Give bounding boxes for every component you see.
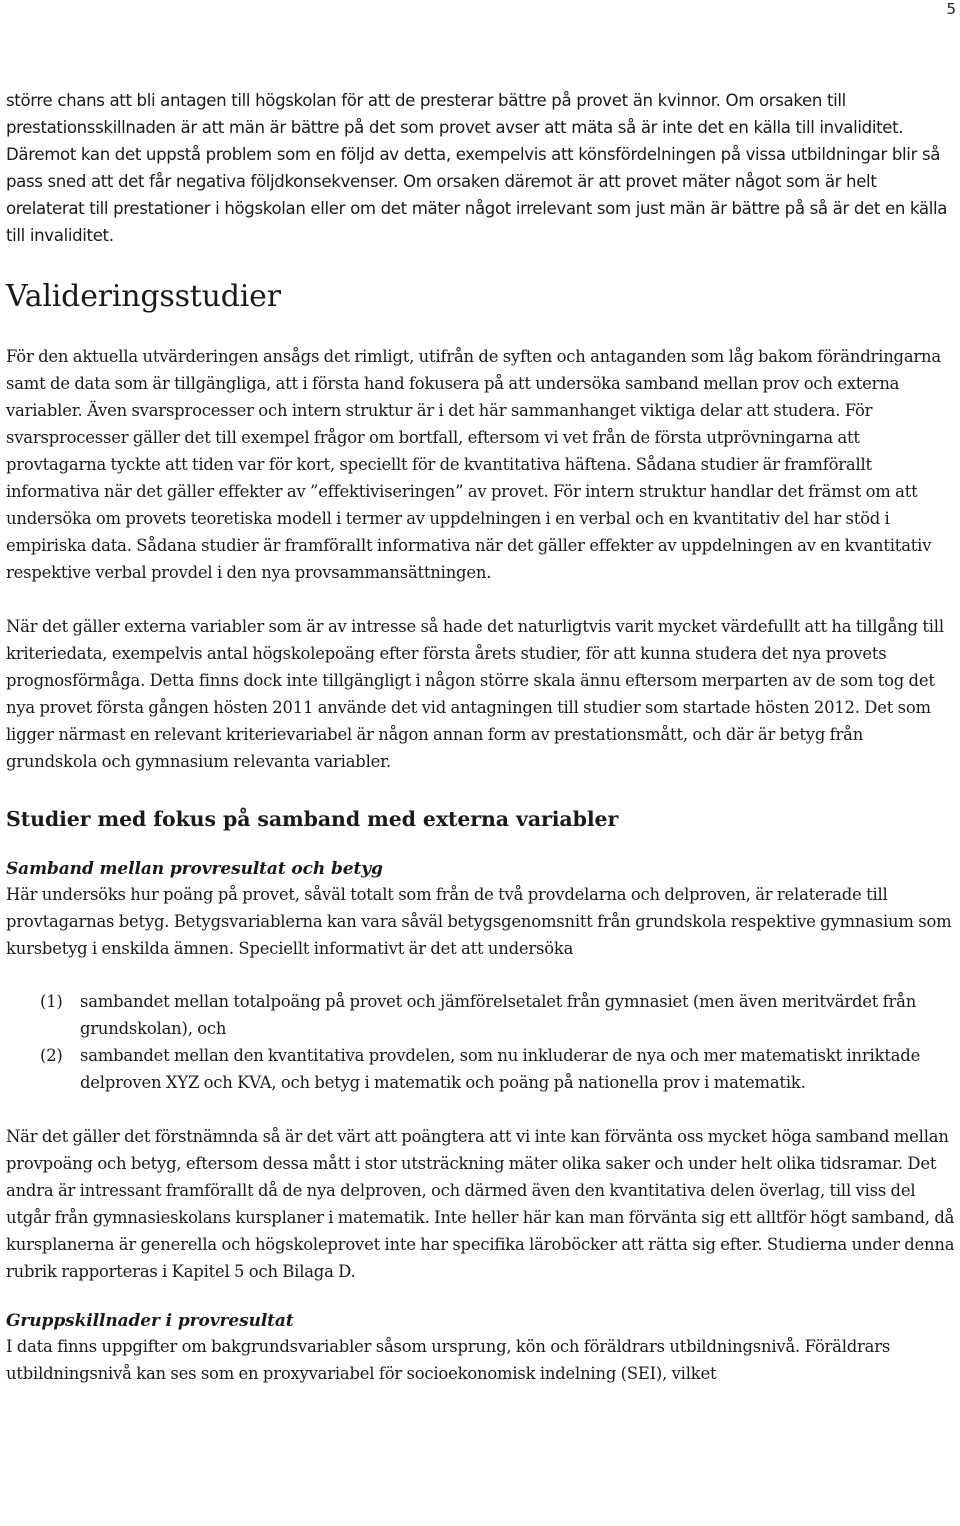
samband-title: Samband mellan provresultat och betyg xyxy=(6,859,383,879)
section-paragraph: När det gäller externa variabler som är av intresse så hade det naturligtvis varit mycket värdefullt att ha tillgång till kriteriedata, exempelvis antal högskolepoäng efter första årets studier, för att kunna studera det nya provets prognosförmåga. Detta finns dock inte tillgängligt i någon större skala ännu eftersom merparten av de som tog det nya provet första gången hösten 2011 använde det vid antagningen till studier som startade hösten 2012. Det som ligger närmast en relevant kriterievariabel är någon annan form av prestationsmått, och där är betyg från grundskola och gymnasium relevanta variabler. xyxy=(6,617,944,771)
list-item xyxy=(6,1042,956,1096)
list-item xyxy=(6,988,956,1042)
samband-list xyxy=(6,988,956,1096)
samband-paragraph: Här undersöks hur poäng på provet, såväl totalt som från de två provdelarna och delproven, är relaterade till provtagarnas betyg. Betygsvariablerna kan vara såväl betygsgenomsnitt från grundskola respektive gymnasium som kursbetyg i enskilda ämnen. Speciellt informativt är det att undersöka xyxy=(6,885,952,958)
samband-closing-paragraph: När det gäller det förstnämnda så är det värt att poängtera att vi inte kan förvänta oss mycket höga samband mellan provpoäng och betyg, eftersom dessa mått i stor utsträckning mäter olika saker och under helt olika tidsramar. Det andra är intressant framförallt då de nya delproven, och därmed även den kvantitativa delen överlag, till viss del utgår från gymnasieskolans kursplaner i matematik. Inte heller här kan man förvänta sig ett alltför högt samband, då kursplanerna är generella och högskoleprovet inte har specifika läroböcker att rätta sig efter. Studierna under denna rubrik rapporteras i Kapitel 5 och Bilaga D. xyxy=(6,1127,955,1281)
list-marker: (1) xyxy=(40,992,63,1011)
grupp-paragraph: I data finns uppgifter om bakgrundsvariabler såsom ursprung, kön och föräldrars utbildningsnivå. Föräldrars utbildningsnivå kan ses som en proxyvariabel för socioekonomisk indelning (SEI), vilket xyxy=(6,1337,891,1383)
subsection-title: Studier med fokus på samband med externa variabler xyxy=(6,807,619,831)
list-item-text: sambandet mellan den kvantitativa provdelen, som nu inkluderar de nya och mer matematiskt inriktade delproven XYZ och KVA, och betyg i matematik och poäng på nationella prov i matematik. xyxy=(80,1046,921,1092)
page-content xyxy=(6,91,956,1387)
grupp-title: Gruppskillnader i provresultat xyxy=(6,1311,294,1331)
list-marker: (2) xyxy=(40,1046,63,1065)
list-item-text: sambandet mellan totalpoäng på provet och jämförelsetalet från gymnasiet (men även meritvärdet från grundskolan), och xyxy=(80,992,917,1038)
section-title: Valideringsstudier xyxy=(6,279,281,314)
section-paragraph: För den aktuella utvärderingen ansågs det rimligt, utifrån de syften och antaganden som låg bakom förändringarna samt de data som är tillgängliga, att i första hand fokusera på att undersöka samband mellan prov och externa variabler. Även svarsprocesser och intern struktur är i det här sammanhanget viktiga delar att studera. För svarsprocesser gäller det till exempel frågor om bortfall, eftersom vi vet från de första utprövningarna att provtagarna tyckte att tiden var för kort, speciellt för de kvantitativa häftena. Sådana studier är framförallt informativa när det gäller effekter av ”effektiviseringen” av provet. För intern struktur handlar det främst om att undersöka om provets teoretiska modell i termer av uppdelningen i en verbal och en kvantitativ del har stöd i empiriska data. Sådana studier är framförallt informativa när det gäller effekter av uppdelningen av en kvantitativ respektive verbal provdel i den nya provsammansättningen. xyxy=(6,347,941,582)
page-number: 5 xyxy=(946,0,956,18)
intro-paragraph: större chans att bli antagen till högskolan för att de presterar bättre på provet än kvinnor. Om orsaken till prestationsskillnaden är att män är bättre på det som provet avser att mäta så är inte det en källa till invaliditet. Däremot kan det uppstå problem som en följd av detta, exempelvis att könsfördelningen på vissa utbildningar blir så pass sned att det får negativa följdkonsekvenser. Om orsaken däremot är att provet mäter något som är helt orelaterat till prestationer i högskolan eller om det mäter något irrelevant som just män är bättre på så är det en källa till invaliditet. xyxy=(6,91,948,245)
